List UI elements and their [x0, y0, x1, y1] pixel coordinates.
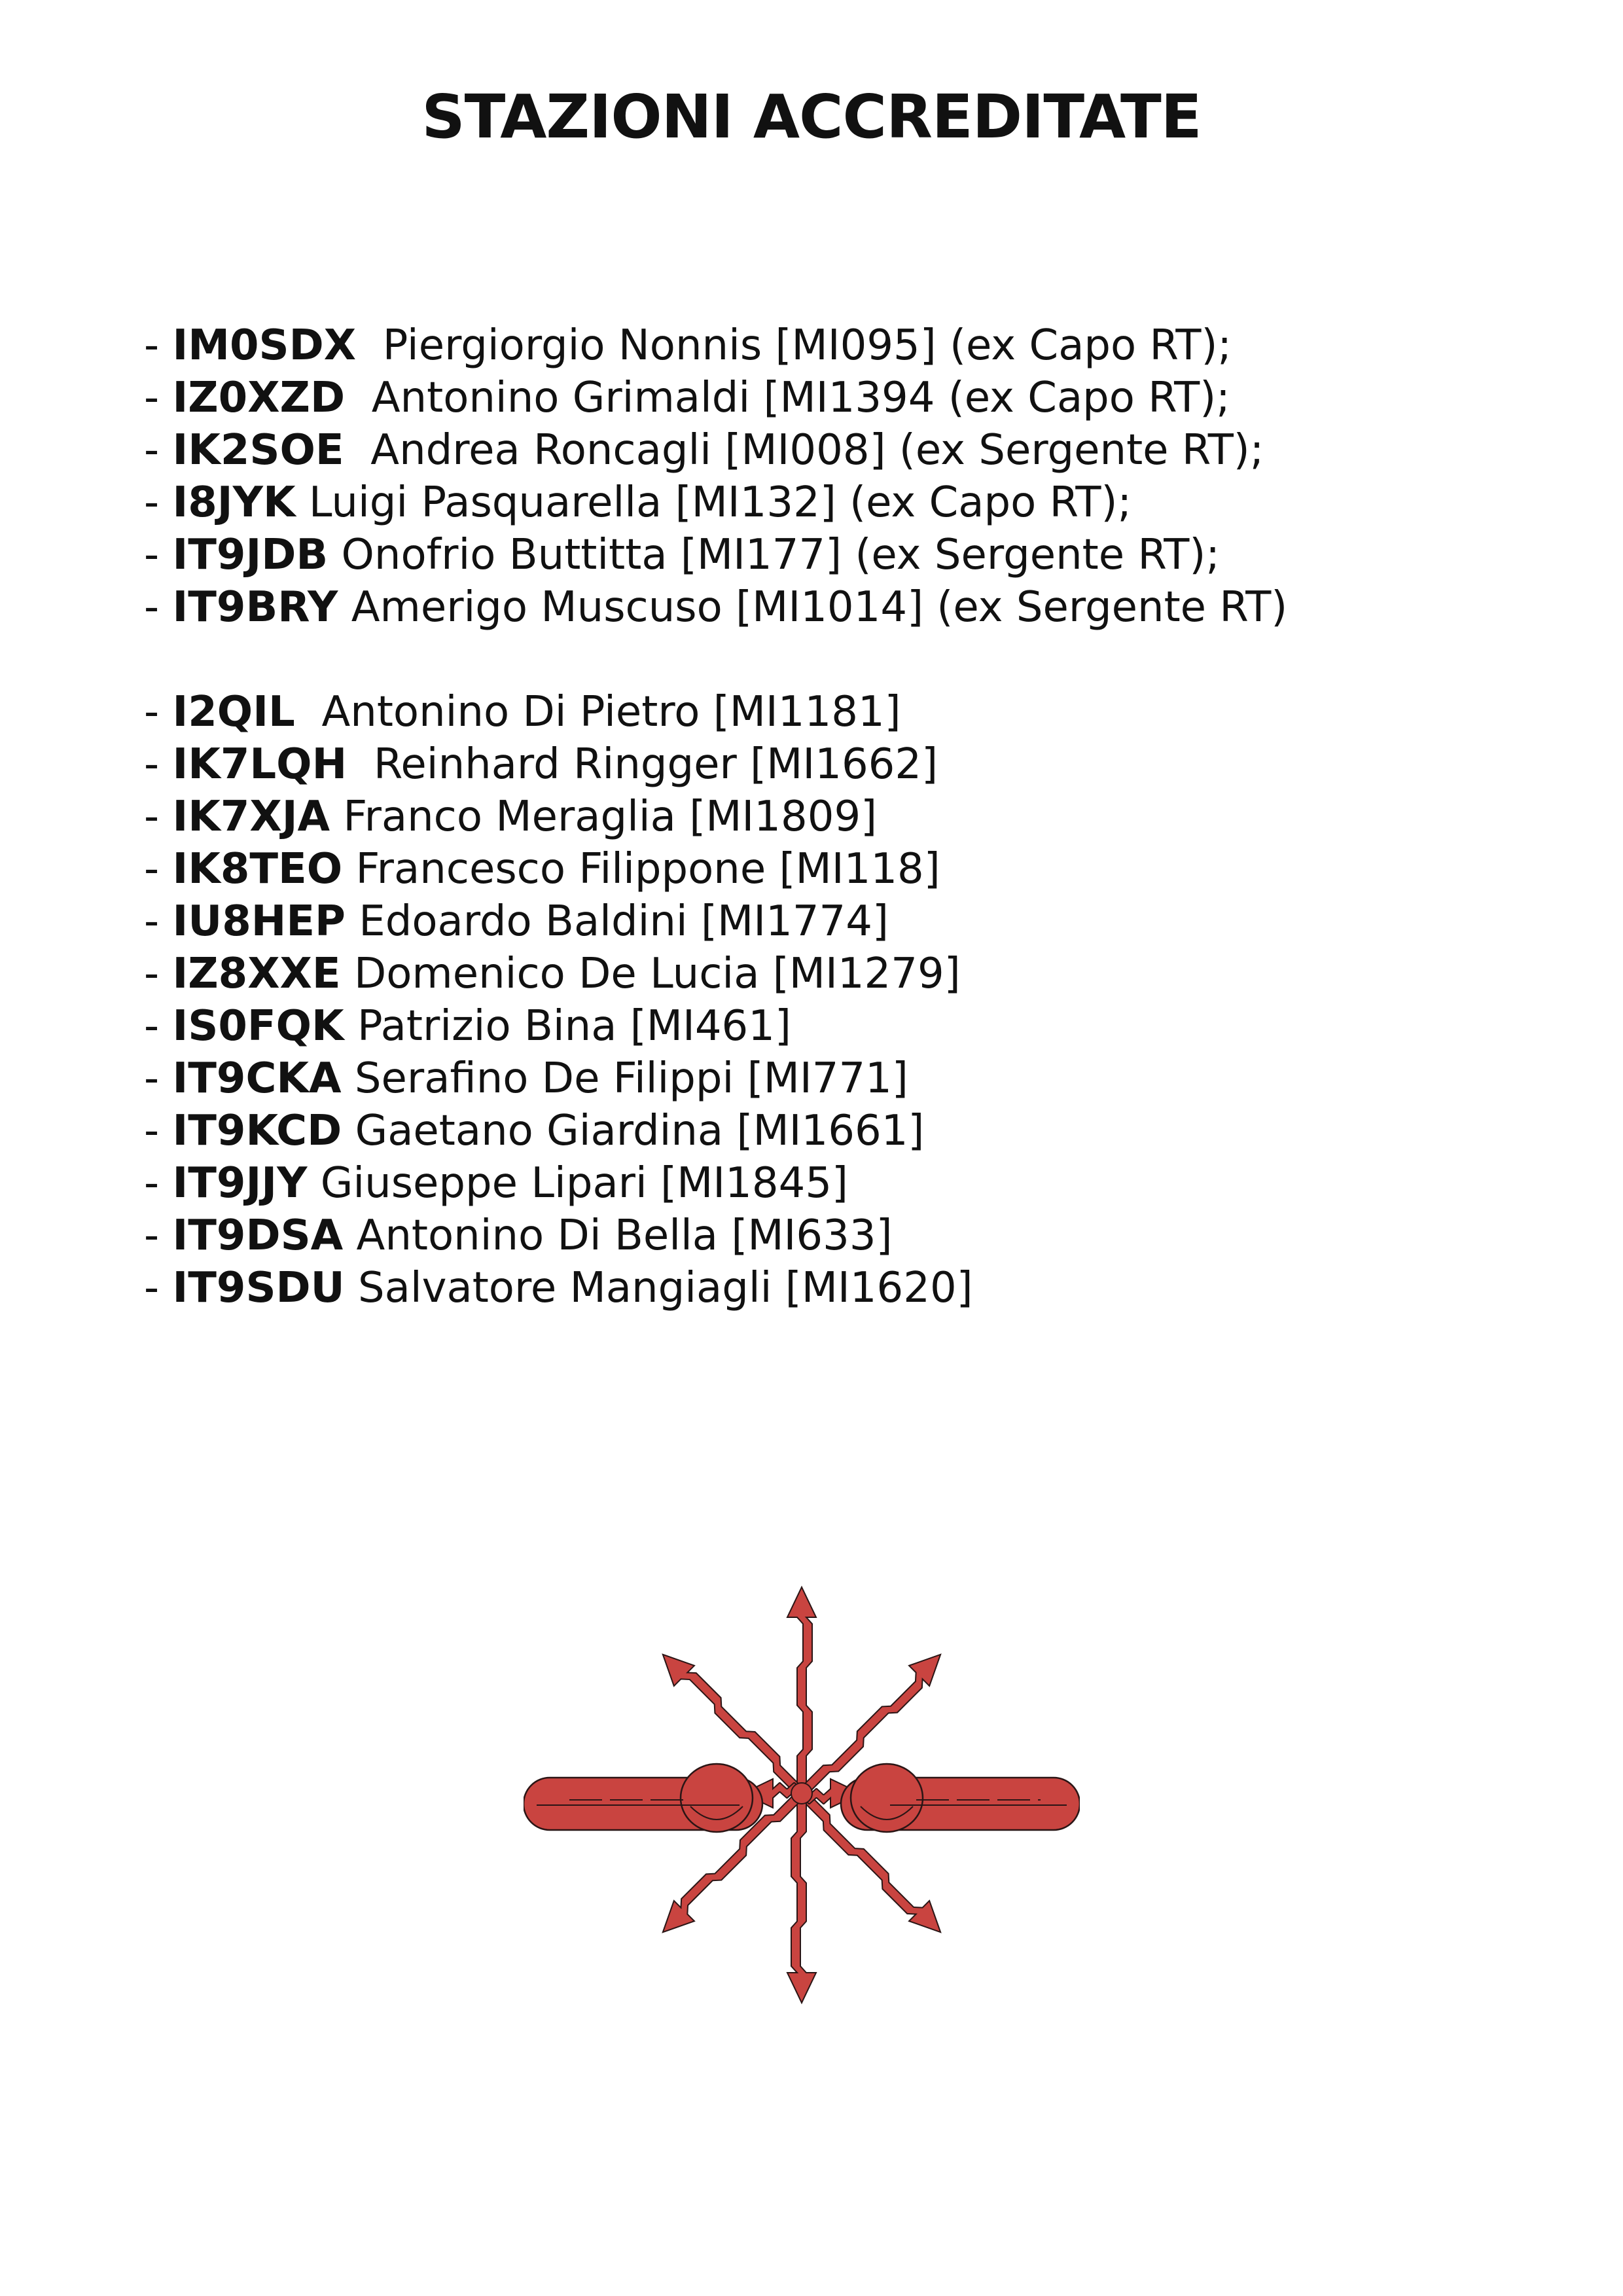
list-item [144, 581, 1287, 634]
lightning-bolt-arrow [787, 1587, 816, 1793]
callsign: IT9BRY [172, 583, 338, 632]
left-torch [524, 1764, 762, 1832]
callsign: IK2SOE [172, 426, 344, 475]
operator-details: Antonino Di Pietro [MI1181] [294, 688, 901, 736]
callsign: IT9JDB [172, 531, 329, 579]
list-bullet: - [144, 845, 173, 893]
operator-details: Antonino Di Bella [MI633] [343, 1211, 893, 1260]
operator-details: Edoardo Baldini [MI1774] [345, 897, 889, 946]
list-item [144, 1000, 1287, 1052]
operator-details: Amerigo Muscuso [MI1014] (ex Sergente RT) [338, 583, 1288, 632]
callsign: IT9DSA [172, 1211, 344, 1260]
list-bullet: - [144, 1264, 173, 1312]
operator-details: Giuseppe Lipari [MI1845] [307, 1159, 848, 1208]
callsign: I2QIL [172, 688, 295, 736]
list-item [144, 1262, 1287, 1314]
callsign: IM0SDX [172, 321, 357, 370]
list-item [144, 738, 1287, 791]
callsign: IK7XJA [172, 793, 330, 841]
operator-details: Reinhard Ringger [MI1662] [347, 740, 938, 789]
list-item [144, 1210, 1287, 1262]
list-item [144, 948, 1287, 1000]
callsign: IS0FQK [172, 1002, 344, 1050]
operator-details: Luigi Pasquarella [MI132] (ex Capo RT); [295, 478, 1132, 527]
lightning-bolt-arrow [787, 1793, 816, 2003]
operator-details: Franco Meraglia [MI1809] [330, 793, 878, 841]
list-item [144, 686, 1287, 738]
callsign: IK8TEO [172, 845, 343, 893]
list-item [144, 791, 1287, 843]
list-bullet: - [144, 1211, 173, 1260]
list-bullet: - [144, 1054, 173, 1103]
list-item [144, 843, 1287, 895]
operator-details: Onofrio Buttitta [MI177] (ex Sergente RT); [328, 531, 1220, 579]
operator-details: Serafino De Filippi [MI771] [341, 1054, 908, 1103]
list-bullet: - [144, 950, 173, 998]
list-bullet: - [144, 897, 173, 946]
callsign: IT9SDU [172, 1264, 345, 1312]
list-bullet: - [144, 374, 173, 422]
list-bullet: - [144, 1107, 173, 1155]
callsign: I8JYK [172, 478, 296, 527]
operator-details: Patrizio Bina [MI461] [344, 1002, 791, 1050]
list-bullet: - [144, 321, 173, 370]
operator-details: Salvatore Mangiagli [MI1620] [344, 1264, 973, 1312]
emblem-center [791, 1783, 812, 1804]
list-bullet: - [144, 583, 173, 632]
list-item [144, 424, 1287, 476]
callsign: IT9CKA [172, 1054, 342, 1103]
list-bullet: - [144, 531, 173, 579]
callsign: IU8HEP [172, 897, 346, 946]
operator-details: Francesco Filippone [MI118] [342, 845, 940, 893]
list-item [144, 1105, 1287, 1157]
list-item [144, 476, 1287, 529]
list-item [144, 529, 1287, 581]
list-item [144, 372, 1287, 424]
list-bullet: - [144, 1159, 173, 1208]
operator-details: Domenico De Lucia [MI1279] [340, 950, 961, 998]
operator-details: Gaetano Giardina [MI1661] [342, 1107, 925, 1155]
signal-corps-lightning-emblem-icon [524, 1584, 1080, 2016]
list-bullet: - [144, 688, 173, 736]
station-group-members [144, 686, 1287, 1314]
station-group-former-officers [144, 319, 1287, 634]
operator-details: Piergiorgio Nonnis [MI095] (ex Capo RT); [356, 321, 1232, 370]
operator-details: Antonino Grimaldi [MI1394 (ex Capo RT); [345, 374, 1230, 422]
list-item [144, 319, 1287, 372]
operator-details: Andrea Roncagli [MI008] (ex Sergente RT); [344, 426, 1264, 475]
page-title: STAZIONI ACCREDITATE [421, 82, 1202, 152]
callsign: IZ0XZD [172, 374, 346, 422]
right-torch [841, 1764, 1080, 1832]
list-item [144, 1052, 1287, 1105]
list-item [144, 1157, 1287, 1210]
list-item [144, 895, 1287, 948]
list-bullet: - [144, 793, 173, 841]
list-bullet: - [144, 740, 173, 789]
callsign: IK7LQH [172, 740, 348, 789]
callsign: IZ8XXE [172, 950, 341, 998]
callsign: IT9KCD [172, 1107, 342, 1155]
list-bullet: - [144, 478, 173, 527]
callsign: IT9JJY [172, 1159, 308, 1208]
list-bullet: - [144, 1002, 173, 1050]
station-list [144, 319, 1287, 1314]
list-bullet: - [144, 426, 173, 475]
